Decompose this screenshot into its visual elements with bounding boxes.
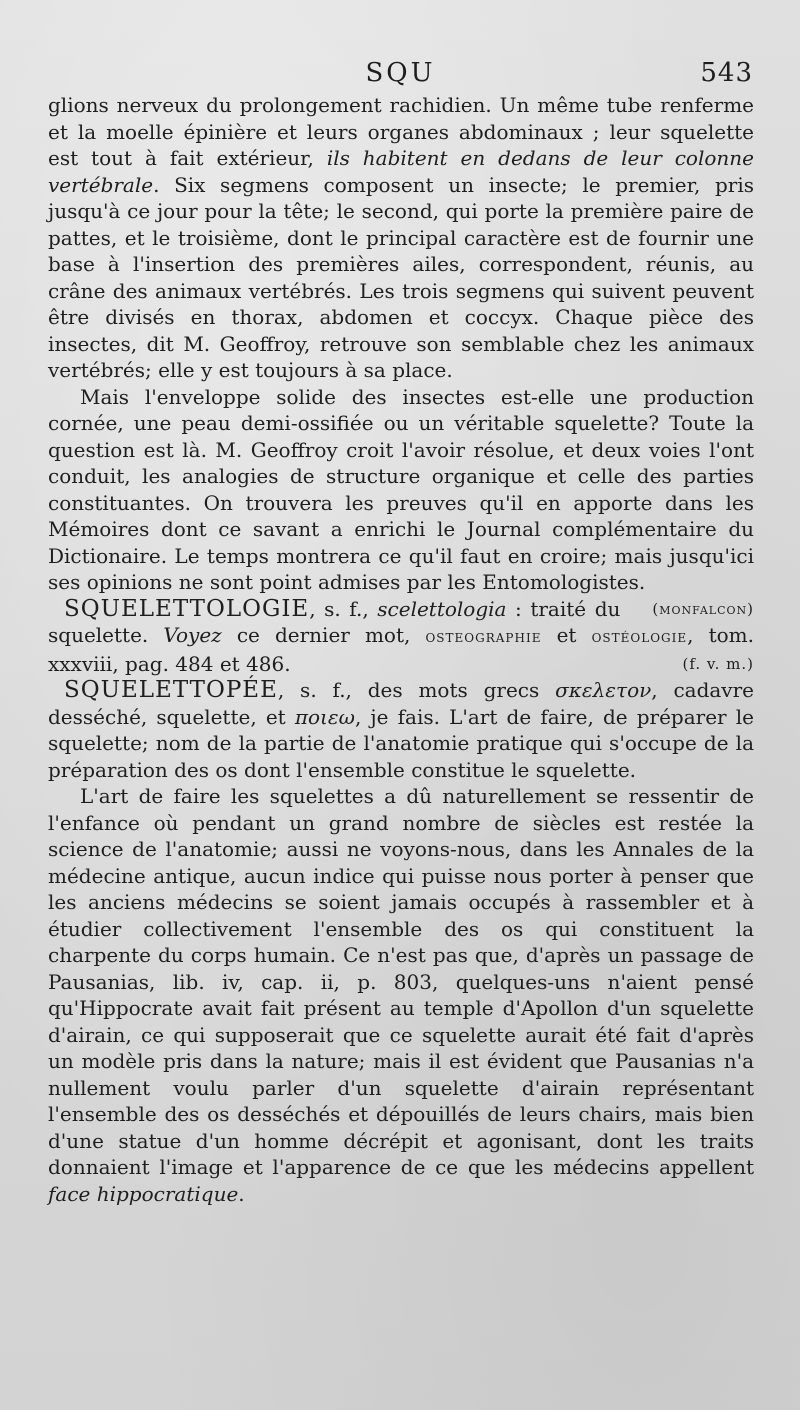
author-signature: (monfalcon): [652, 599, 754, 618]
author-signature: (f. v. m.): [682, 654, 754, 673]
italic-phrase: face hippocratique: [48, 1181, 239, 1206]
entry-text: ce dernier mot,: [221, 623, 426, 647]
paragraph-history-skeletons: [48, 783, 754, 1207]
page-header: [48, 58, 753, 92]
entry-text: et: [541, 623, 592, 647]
entry-text: , s. f., des mots grecs: [277, 678, 556, 702]
entry-text: , tom. xxxviii, pag. 484 et 486.: [48, 623, 754, 676]
entry-headword: SQUELETTOPÉE: [64, 677, 278, 703]
cross-reference: osteographie: [425, 627, 542, 647]
greek-word: ποιεω: [294, 704, 355, 729]
greek-word: σκελετον: [555, 678, 652, 702]
entry-text: , s. f.,: [309, 596, 378, 621]
paragraph-text: glions nerveux du prolongement rachidien. Un même tube renferme et la moelle épinière et leurs organes abdominaux ; leur squelette est tout à fait extérieur,: [48, 93, 754, 170]
entry-text: , je fais. L'art de faire, de préparer le squelette; nom de la partie de l'anatomie pratique qui s'occupe de la préparation des os dont l'ensemble constitue le squelette.: [48, 704, 754, 782]
paragraph-insect-segments: [48, 92, 754, 384]
entry-headword: SQUELETTOLOGIE: [64, 595, 310, 622]
page-number: 543: [700, 58, 753, 88]
paragraph-text: Mais l'enveloppe solide des insectes est-elle une production cornée, une peau demi-ossifiée ou un véritable squelette? Toute la question est là. M. Geoffroy croit l'avoir résolue, et deux voies l'ont conduit, les analogies de structure organique et celle des parties constituantes. On trouvera les preuves qu'il en apporte dans les Mémoires dont ce savant a enrichi le Journal complémentaire du Dictionaire. Le temps montrera ce qu'il faut en croire; mais jusqu'ici ses opinions ne sont point admises par les Entomologistes.: [48, 384, 754, 594]
entry-text: , cadavre desséché, squelette, et: [48, 678, 754, 729]
voyez-label: Voyez: [163, 623, 222, 647]
italic-phrase: ils habitent en dedans de leur colonne vertébrale: [48, 146, 754, 197]
paragraph-text: .: [238, 1181, 245, 1206]
cross-reference: ostéologie: [591, 627, 688, 647]
running-head: SQU: [365, 58, 436, 88]
paragraph-text: . Six segmens composent un insecte; le premier, pris jusqu'à ce jour pour la tête; le second, qui porte la première paire de pattes, et le troisième, dont le principal caractère est de fournir une base à l'insertion des premières ailes, correspondent, réunis, au crâne des animaux vertébrés. Les trois segmens qui suivent peuvent être divisés en thorax, abdomen et coccyx. Chaque pièce des insectes, dit M. Geoffroy, retrouve son semblable chez les animaux vertébrés; elle y est toujours à sa place.: [48, 172, 754, 382]
entry-text: : traité du squelette.: [48, 596, 621, 647]
entry-squelettopee: [48, 677, 754, 783]
body-text: [48, 92, 754, 1207]
paragraph-text: L'art de faire les squelettes a dû naturellement se ressentir de l'enfance où pendant un grand nombre de siècles est restée la science de l'anatomie; aussi ne voyons-nous, dans les Annales de la médecine antique, aucun indice qui puisse nous porter à penser que les anciens médecins se soient jamais occupés à rassembler et à étudier collectivement l'ensemble des os qui constituent la charpente du corps humain. Ce n'est pas que, d'après un passage de Pausanias, lib. iv, cap. ii, p. 803, quelques-uns n'aient pensé qu'Hippocrate avait fait présent au temple d'Apollon d'un squelette d'airain, ce qui supposerait que ce squelette aurait été fait d'après un modèle pris dans la nature; mais il est évident que Pausanias n'a nullement voulu parler d'un squelette d'airain représentant l'ensemble des os desséchés et dépouillés de leurs chairs, mais bien d'une statue d'un homme décrépit et agonisant, dont les traits donnaient l'image et l'apparence de ce que les médecins appellent: [48, 784, 754, 1179]
latin-term: scelettologia: [377, 596, 507, 621]
